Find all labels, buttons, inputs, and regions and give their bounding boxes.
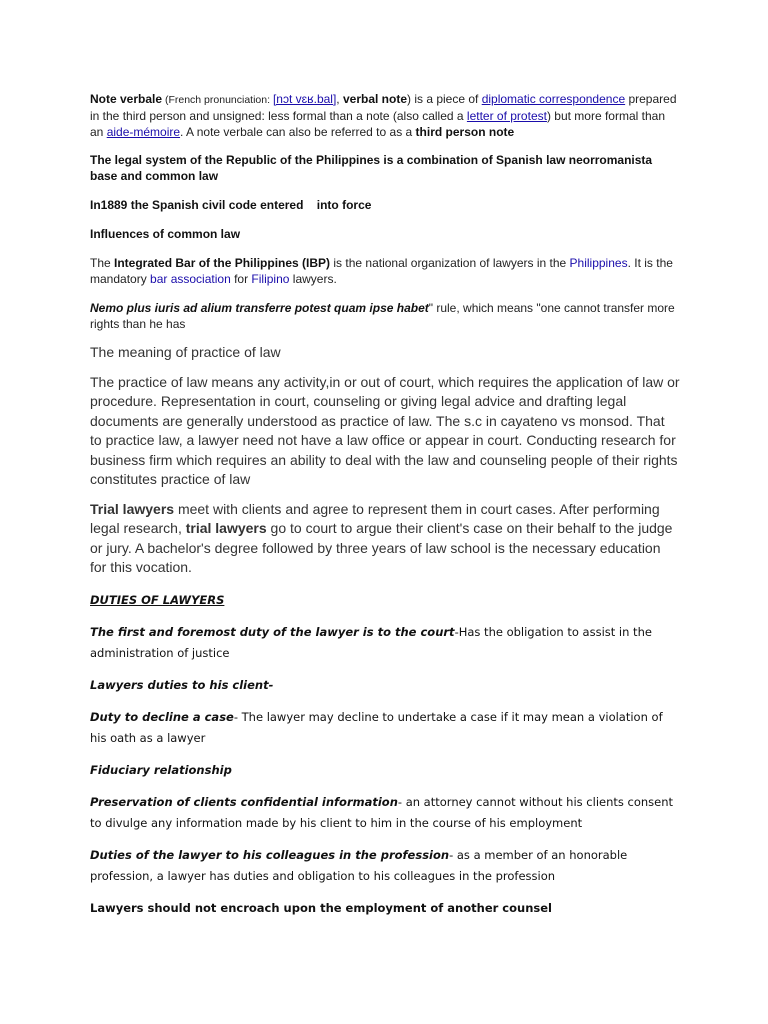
text-span: prepared in the third person and unsigned: less formal than a note (also called a (90, 92, 677, 123)
text-span: go to court to argue their client's case on their behalf to the judge or jury. A bachelor's degree followed by three years of law school is the necessary education for this vocation. (90, 520, 673, 575)
meaning-heading: The meaning of practice of law (90, 344, 281, 360)
comma: , (336, 92, 343, 106)
preservation-title: Preservation of clients confidential information (90, 794, 398, 809)
filipino-link[interactable]: Filipino (251, 272, 290, 286)
duty-decline-paragraph (90, 707, 680, 749)
duty-decline-title: Duty to decline a case (90, 709, 234, 724)
trial-lawyers-term-2: trial lawyers (185, 520, 267, 536)
third-person-note-term: third person note (415, 125, 515, 139)
civil-code-text: In1889 the Spanish civil code entered into force (90, 198, 372, 212)
encroach-paragraph (90, 898, 680, 919)
open-paren: ( (162, 94, 169, 106)
nemo-maxim: Nemo plus iuris ad alium transferre potest quam ipse habet (90, 301, 429, 315)
nemo-paragraph (90, 300, 680, 332)
philippines-link[interactable]: Philippines (569, 256, 628, 270)
text-span: lawyers. (289, 272, 337, 286)
influences-paragraph (90, 226, 680, 242)
text-span: The (90, 256, 115, 270)
fiduciary-paragraph (90, 760, 680, 781)
text-span: meet with clients and agree to represent them in court cases. After performing legal research, (90, 500, 660, 536)
duty-client-paragraph (90, 675, 680, 696)
duties-heading (90, 590, 680, 611)
legal-system-paragraph (90, 152, 680, 184)
ipa-link[interactable]: [nɔt vɛʁ.bal] (272, 92, 337, 106)
diplomatic-correspondence-link[interactable]: diplomatic correspondence (481, 92, 626, 106)
text-span: - an attorney cannot without his clients consent to divulge any information made by his client to him in the course of his employment (90, 794, 674, 830)
duties-heading-text: DUTIES OF LAWYERS (90, 592, 225, 607)
text-span: ) but more formal than an (90, 109, 666, 139)
colleagues-title: Duties of the lawyer to his colleagues in the profession (90, 847, 450, 862)
bar-association-link[interactable]: bar association (150, 272, 231, 286)
trial-lawyers-paragraph (90, 500, 680, 578)
influences-text: Influences of common law (90, 227, 241, 241)
colleagues-paragraph (90, 845, 680, 887)
text-span: ) is a piece of (407, 92, 482, 106)
civil-code-paragraph (90, 197, 680, 213)
document-page (90, 91, 680, 919)
duty-client-title: Lawyers duties to his client- (90, 677, 274, 692)
aide-memoire-link[interactable]: aide-mémoire (106, 125, 181, 139)
ibp-paragraph (90, 255, 680, 287)
text-span: . It is the mandatory (90, 256, 673, 286)
text-span: is the national organization of lawyers in the (330, 256, 570, 270)
fiduciary-title: Fiduciary relationship (90, 762, 232, 777)
verbal-note-term: verbal note (342, 92, 407, 106)
practice-paragraph: The practice of law means any activity,in or out of court, which requires the application of law or procedure. Representation in court, counseling or giving legal advice and drafting legal documents are generally understood as practice of law. The s.c in cayateno vs monsod. That to practice law, a lawyer need not have a law office or appear in court. Conducting research for business firm which requires an ability to deal with the law and counseling people of their rights constitutes practice of law (90, 373, 680, 487)
note-verbale-paragraph (90, 91, 680, 140)
text-span: - as a member of an honorable profession, a lawyer has duties and obligation to his colleagues in the profession (90, 847, 628, 883)
text-span: . A note verbale can also be referred to as a (180, 125, 416, 139)
legal-system-text: The legal system of the Republic of the Philippines is a combination of Spanish law neorromanista base and common law (90, 153, 653, 183)
ibp-name: Integrated Bar of the Philippines (IBP) (114, 256, 331, 270)
text-span: -Has the obligation to assist in the administration of justice (90, 624, 652, 660)
letter-of-protest-link[interactable]: letter of protest (466, 109, 547, 123)
text-span: for (230, 272, 252, 286)
preservation-paragraph (90, 792, 680, 834)
duty-court-title: The first and foremost duty of the lawyer is to the court (90, 624, 455, 639)
trial-lawyers-term: Trial lawyers (90, 500, 175, 517)
encroach-text: Lawyers should not encroach upon the employment of another counsel (90, 900, 552, 915)
duty-court-paragraph (90, 622, 680, 664)
pronunciation-label: French pronunciation: (168, 94, 273, 106)
note-verbale-term: Note verbale (90, 92, 163, 106)
text-span: - The lawyer may decline to undertake a case if it may mean a violation of his oath as a lawyer (90, 709, 663, 745)
text-span: " rule, which means "one cannot transfer more rights than he has (90, 301, 675, 331)
